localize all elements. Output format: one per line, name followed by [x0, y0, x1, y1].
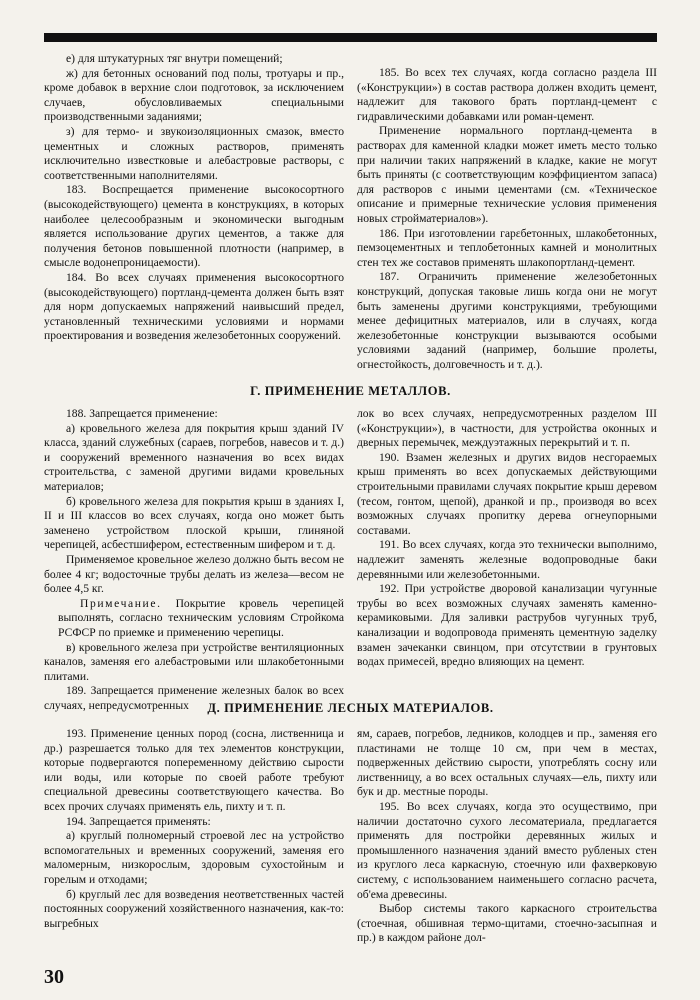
paragraph-185-cement: Применение нормального портланд-цемента в растворах для каменной кладки может иметь место только при наличии таких напряжений в кладке, какие не могут быть приняты (с соответствующим коэффициентом запаса) для растворов с иными цементами (см. «Техническое описание и примерные технические условия применения новых стройматериалов»). [357, 124, 657, 225]
item-zh: ж) для бетонных оснований под полы, тротуары и пр., кроме добавок в верхние слои подготовок, за исключением случаев, обусловливаемых специальными производственными заданиями; [44, 66, 344, 124]
item-b-wood: б) круглый лес для возведения неответственных частей постоянных сооружений хозяйственного назначения, как-то: выгребных [44, 887, 344, 930]
section-title-metals: Г. ПРИМЕНЕНИЕ МЕТАЛЛОВ. [250, 384, 451, 398]
item-a-wood: а) круглый полномерный строевой лес на устройство вспомогательных и временных сооружений, заменяя его маломерным, низкорослым, здоровым сухостойным и горелым и отходами; [44, 829, 344, 886]
item-a: а) кровельного железа для покрытия крыш зданий IV класса, зданий служебных (сараев, погребов, навесов и т. д.) и сооружений временного назначения во всех видах строительства, с заменой другими видами кровельных материалов; [44, 421, 344, 493]
roofing-iron-weight: Применяемое кровельное железо должно быть весом не более 4 кг; водосточные трубы делать из железа—весом не более 4,5 кг. [44, 552, 344, 596]
note [44, 597, 344, 641]
paragraph-186: 186. При изготовлении гарεбетонных, шлакобетонных, пемзоцементных и теплобетонных камней и монолитных стен тех же составов применять шлакопортланд-цемент. [357, 226, 657, 269]
top-rule [44, 33, 657, 42]
paragraph-184: 184. Во всех случаях применения высокосортного (высокодействующего) портланд-цемента должен быть взят для норм допускаемых напряжений наивысший предел, установленный техническими условиями и нормами проектирования и возведения железобетонных сооружений. [44, 270, 344, 343]
wood-right-column [357, 727, 657, 946]
item-e: е) для штукатурных тяг внутри помещений; [66, 52, 283, 65]
paragraph-191: 191. Во всех случаях, когда это технически выполнимо, надлежит заменять железные водопроводные баки деревянными или железобетонными. [357, 538, 657, 581]
paragraph-189: 189. Запрещается применение железных балок во всех случаях, непредусмотренных [44, 684, 344, 712]
note-label: Примечание. [80, 596, 162, 610]
metals-right-column [357, 407, 657, 670]
paragraph-190: 190. Взамен железных и других видов несгораемых крыш применять во всех допускаемых действующими строительными правилами случаях покрытие крыш деревом (тесом, гонтом, щепой), дранкой и пр., производя во всех возможных случаях пропитку дерева огнеупорными составами. [357, 450, 657, 537]
paragraph-193: 193. Применение ценных пород (сосна, лиственница и др.) разрешается только для тех элементов конструкции, которые подвергаются попеременному действию сырости или воды, или которые по своей работе требуют специальной древесины соответствующего качества. Во всех прочих случаях применять ель, пихту и т. п. [44, 727, 344, 813]
paragraph-189-cont: лок во всех случаях, непредусмотренных разделом III («Конструкции»), в частности, для устройства оконных и дверных перемычек, междуэтажных перекрытий и т. п. [357, 407, 657, 450]
top-left-column [44, 52, 344, 344]
paragraph-194-cont: ям, сараев, погребов, ледников, колодцев и пр., заменяя его пластинами не толще 10 см, при чем в местах, подверженных действию сырости, употреблять сосну или лиственницу, а во всех остальных случаях—ель, пихту или бук и др. местные породы. [357, 727, 657, 799]
paragraph-194: 194. Запрещается применять: [66, 814, 211, 828]
paragraph-195-system: Выбор системы такого каркасного строительства (стоечная, обшивная термо-щитами, стоечно-засыпная и пр.) в каждом районе дол- [357, 902, 657, 945]
note-text: Покрытие кровель черепицей выполнять, согласно техническим условиям Стройкома РСФСР по приемке и применению черепицы. [58, 596, 344, 639]
item-z: з) для термо- и звукоизоляционных смазок, вместо цементных и сложных растворов, применять исключительно известковые и алебастровые растворы, с соответственными наполнителями. [44, 124, 344, 182]
paragraph-187: 187. Ограничить применение железобетонных конструкций, допуская таковые лишь когда они не могут быть заменены другими конструкциями, требующими менее дефицитных материалов, или в случаях, когда железобетонные конструкции вызываются особыми условиями заданий (например, большие пролеты, огнестойкость, долговечность и т. д.). [357, 270, 657, 371]
item-v: в) кровельного железа при устройстве вентиляционных каналов, заменяя его алебастровыми или шлакобетонными плитами. [44, 640, 344, 683]
item-b: б) кровельного железа для покрытия крыш в зданиях I, II и III классов во всех случаях, когда оно может быть заменено устройством плоской крыши, глиняной черепицей, асбестшифером, естественным шифером и т. д. [44, 494, 344, 552]
page-number: 30 [44, 966, 64, 988]
section-title-wood: Д. ПРИМЕНЕНИЕ ЛЕСНЫХ МАТЕРИАЛОВ. [207, 701, 494, 715]
paragraph-188: 188. Запрещается применение: [66, 407, 218, 420]
metals-left-column [44, 407, 344, 713]
paragraph-195: 195. Во всех случаях, когда это осуществимо, при наличии достаточно сухого лесоматериала, предлагается применять для постройки деревянных жилых и промышленного назначения зданий вместо рубленых стен из круглого леса каркасную, стоечную или фахверковую систему, с использованием наименьшего согласно расчета, об'ема древесины. [357, 799, 657, 901]
paragraph-192: 192. При устройстве дворовой канализации чугунные трубы во всех возможных случаях заменять каменно-керамиковыми. Для заливки раструбов чугунных труб, канализации и водопровода применять цементную заделку взамен зачеканки свинцом, при отсутствии в грунтовых водах примесей, вредно влияющих на цемент. [357, 582, 657, 669]
wood-left-column [44, 727, 344, 931]
paragraph-183: 183. Воспрещается применение высокосортного (высокодействующего) цемента в конструкциях, в которых наиболее целесообразным и экономически выгодным является использование других цементов, а также для получения бетонов повышенной плотности (например, в смысле водонепроницаемости). [44, 183, 344, 270]
paragraph-185: 185. Во всех тех случаях, когда согласно раздела III («Конструкции») в состав раствора должен входить цемент, надлежит для такового брать портланд-цемент с гидравлическими добавками или роман-цемент. [357, 66, 657, 123]
top-right-column [357, 66, 657, 372]
